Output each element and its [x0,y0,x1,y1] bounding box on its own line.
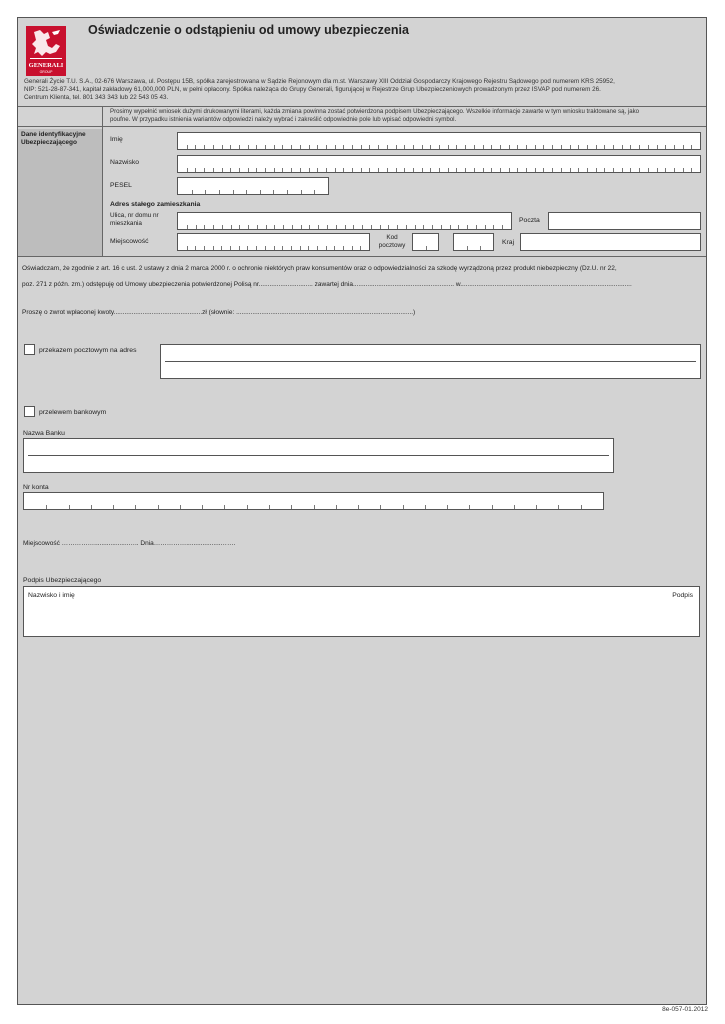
instruction-line: Prosimy wypełnić wniosek dużymi drukowanymi literami, każda zmiana powinna zostać potwierdzona podpisem Ubezpieczającego. Wszelkie informacje zawarte w tym wniosku traktowane są, jako [110,108,640,115]
city-label: Miejscowość [110,238,149,245]
divider [18,256,706,257]
postal-order-checkbox[interactable] [24,344,35,355]
street-input[interactable] [177,212,512,230]
country-input[interactable] [520,233,701,251]
bank-name-label: Nazwa Banku [23,430,65,437]
company-info [24,78,700,102]
section-label-identification: Dane identyfikacyjne Ubezpieczającego [21,131,86,146]
page-title: Oświadczenie o odstąpieniu od umowy ubezpieczenia [88,23,409,37]
signature-section-label: Podpis Ubezpieczającego [23,577,102,584]
last-name-input[interactable] [177,155,701,173]
divider [18,106,706,107]
first-name-label: Imię [110,136,123,143]
company-line: Centrum Klienta, tel. 801 343 343 lub 22 543 05 43. [24,94,169,101]
country-label: Kraj [502,239,515,246]
instruction-line: poufne. W przypadku istnienia wariantów odpowiedzi należy wybrać i zakreślić odpowiednie pole lub wpisać odpowiedni symbol. [110,116,457,123]
first-name-input[interactable] [177,132,701,150]
comb-ticks [413,245,438,250]
postal-address-input[interactable] [160,344,701,379]
statement-line: Oświadczam, że zgodnie z art. 16 c ust. 2 ustawy z dnia 2 marca 2000 r. o ochronie niektórych praw konsumentów oraz o odpowiedzialności za szkodę wyrządzoną przez produkt niebezpieczny (Dz.U. nr 22, [22,265,617,272]
instructions [110,108,700,124]
last-name-label: Nazwisko [110,159,140,166]
comb-ticks [178,224,511,229]
post-office-input[interactable] [548,212,701,230]
name-surname-label: Nazwisko i imię [28,592,75,599]
comb-ticks [178,189,328,194]
account-number-label: Nr konta [23,484,49,491]
bank-transfer-checkbox[interactable] [24,406,35,417]
company-line: NIP: 521-28-87-341, kapitał zakładowy 61,000,000 PLN, w pełni opłacony. Spółka należąca do Grupy Generali, figurującej w Rejestrze Grup Ubezpieczeniowych prowadzonym przez ISVAP pod numerem 26. [24,86,601,93]
pesel-input[interactable] [177,177,329,195]
signature-label: Podpis [672,592,693,599]
comb-ticks [178,167,700,172]
writing-line [165,361,696,362]
postal-code-label: Kod pocztowy [378,234,406,249]
street-label: Ulica, nr domu nr mieszkania [110,212,159,227]
comb-ticks [178,144,700,149]
form-frame [17,17,707,1005]
comb-ticks [24,504,603,509]
divider [102,106,103,256]
bank-transfer-label: przelewem bankowym [39,409,107,416]
pesel-label: PESEL [110,182,132,189]
logo-subtext: GROUP [39,70,53,74]
company-line: Generali Życie T.U. S.A., 02-676 Warszawa, ul. Postępu 15B, spółka zarejestrowana w Sądzie Rejonowym dla m.st. Warszawy XIII Oddział Gospodarczy Krajowego Rejestru Sądowego pod numerem KRS 25952, [24,78,615,85]
generali-logo [26,26,66,76]
writing-line [28,455,609,456]
account-number-input[interactable] [23,492,604,510]
signature-box[interactable] [23,586,700,637]
postal-code-first-input[interactable] [412,233,439,251]
statement-policy-line: poz. 271 z późn. zm.) odstępuję od Umowy ubezpieczenia potwierdzonej Polisą nr.............................. zawartej dnia........................................................ w............................................................................................... [22,281,632,288]
side-panel [18,129,102,256]
refund-request: Proszę o zwrot wpłaconej kwoty.................................................zł (słownie: ..................................................................................................) [22,309,416,316]
city-input[interactable] [177,233,370,251]
comb-ticks [454,245,493,250]
place-date-line: Miejscowość ……………...................….. Dnia……………...................……. [23,540,236,547]
postal-order-label: przekazem pocztowym na adres [39,347,137,354]
post-office-label: Poczta [519,217,540,224]
comb-ticks [178,245,369,250]
divider [18,126,706,127]
logo-text: GENERALI [28,62,64,69]
address-header: Adres stałego zamieszkania [110,201,201,208]
bank-name-input[interactable] [23,438,614,473]
postal-code-second-input[interactable] [453,233,494,251]
form-code: 8e-057-01.2012 [662,1006,708,1013]
